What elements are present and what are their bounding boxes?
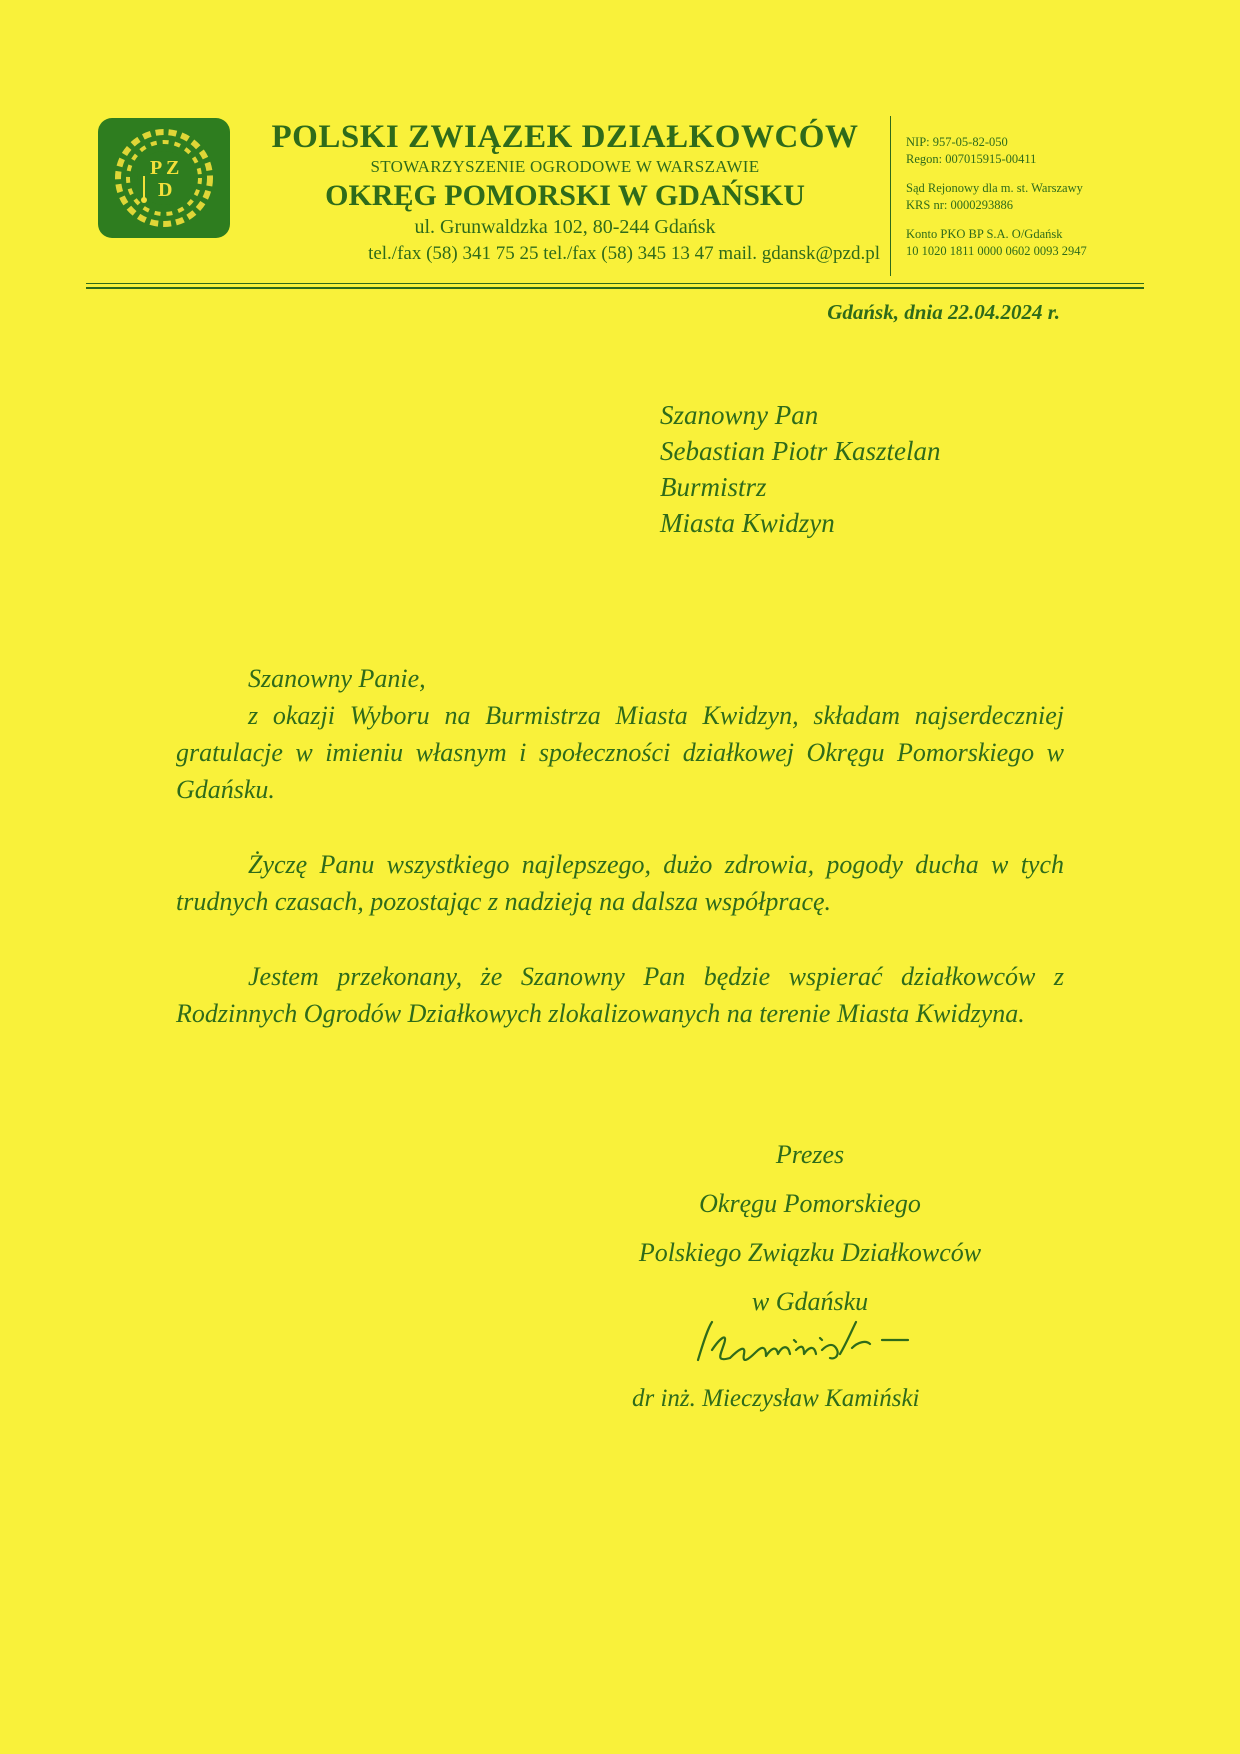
addressee-block	[660, 397, 941, 541]
svg-text:D: D	[158, 179, 173, 201]
court: Sąd Rejonowy dla m. st. Warszawy	[906, 181, 1083, 195]
org-contact: tel./fax (58) 341 75 25 tel./fax (58) 345 13 47 mail. gdansk@pzd.pl	[368, 243, 880, 264]
signer-name: dr inż. Mieczysław Kamiński	[632, 1385, 920, 1412]
nip: NIP: 957-05-82-050	[906, 135, 1008, 149]
registration-info	[906, 134, 1146, 272]
org-address: ul. Grunwaldzka 102, 80-244 Gdańsk	[414, 216, 716, 238]
signature-block	[560, 1130, 1060, 1326]
header-rule-thin	[86, 283, 1144, 284]
addressee-line: Szanowny Pan	[660, 400, 819, 430]
letter-date: Gdańsk, dnia 22.04.2024 r.	[827, 300, 1060, 324]
letter-body	[176, 660, 1064, 1032]
addressee-line: Burmistrz	[660, 472, 767, 502]
paragraph-1: z okazji Wyboru na Burmistrza Miasta Kwidzyn, składam najserdeczniej gratulacje w imieniu własnym i społeczności działkowej Okręgu Pomorskiego w Gdańsku.	[176, 701, 1064, 804]
signature-title: w Gdańsku	[751, 1287, 869, 1316]
district-name: OKRĘG POMORSKI W GDAŃSKU	[325, 179, 805, 212]
org-name: POLSKI ZWIĄZEK DZIAŁKOWCÓW	[271, 119, 859, 155]
krs: KRS nr: 0000293886	[906, 198, 1013, 212]
header-divider	[890, 116, 891, 276]
org-subtitle: STOWARZYSZENIE OGRODOWE W WARSZAWIE	[370, 157, 760, 176]
letterhead	[250, 118, 880, 266]
signature-title: Okręgu Pomorskiego	[699, 1189, 921, 1218]
pzd-logo	[98, 118, 230, 238]
signature-title: Prezes	[775, 1140, 845, 1169]
svg-text:Z: Z	[166, 157, 180, 179]
paragraph-2: Życzę Panu wszystkiego najlepszego, dużo zdrowia, pogody ducha w tych trudnych czasach, pozostając z nadzieją na dalsza współpracę.	[176, 850, 1064, 916]
paragraph-3: Jestem przekonany, że Szanowny Pan będzie wspierać działkowców z Rodzinnych Ogrodów Działkowych zlokalizowanych na terenie Miasta Kwidzyna.	[176, 962, 1064, 1028]
addressee-line: Miasta Kwidzyn	[660, 508, 835, 538]
addressee-line: Sebastian Piotr Kasztelan	[660, 436, 941, 466]
regon: Regon: 007015915-00411	[906, 152, 1037, 166]
handwritten-signature	[686, 1310, 926, 1380]
bank-account: 10 1020 1811 0000 0602 0093 2947	[906, 244, 1087, 258]
bank-name: Konto PKO BP S.A. O/Gdańsk	[906, 227, 1063, 241]
signature-title: Polskiego Związku Działkowców	[638, 1238, 982, 1267]
svg-text:P: P	[150, 157, 163, 179]
header-rule-thick	[86, 287, 1144, 289]
salutation: Szanowny Panie,	[248, 664, 426, 693]
